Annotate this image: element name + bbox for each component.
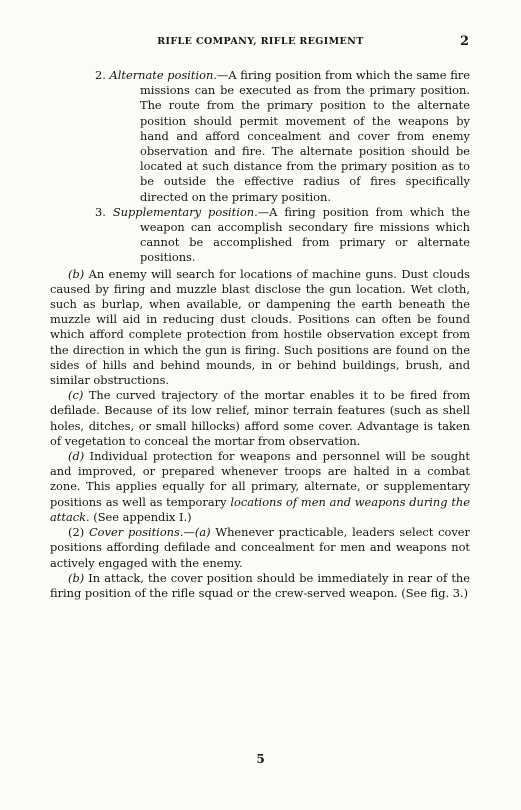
page-header (0, 36, 521, 52)
paragraph-b: (b) An enemy will search for locations of machine guns. Dust clouds caused by firing and muzzle blast disclose the gun location. Wet cloth, such as burlap, when available, or dampening the earth beneath the muzzle will aid in reducing dust clouds. Positions can often be found which afford complete protection from hostile observation except from the direction in which the gun is firing. Such positions are found on the sides of hills and behind mounds, in or behind buildings, brush, and similar obstructions. (50, 266, 470, 388)
paragraph-d: (d) Individual protection for weapons and personnel will be sought and improved, or prepared whenever troops are halted in a combat zone. This applies equally for all primary, alternate, or supplementary positions as well as temporary locations of men and weapons during the attack. (See appendix I.) (50, 449, 470, 524)
alternate-position-title: Alternate position. (109, 68, 217, 82)
page-number: 5 (256, 752, 265, 766)
alternate-position-paragraph: 2. Alternate position.—A firing position from which the same fire missions can be executed as from the primary position. The route from the primary position to the alternate position should permit movement of the weapons by hand and afford concealment and cover from enemy observation and fire. The alternate position should be located at such distance from the primary position as to be outside the effective radius of fires specifically directed on the primary position. (95, 68, 470, 204)
paragraph-c: (c) The curved trajectory of the mortar enables it to be fired from defilade. Because of its low relief, minor terrain features (such as shell holes, ditches, or small hillocks) afford some cover. Advantage is taken of vegetation to conceal the mortar from observation. (50, 388, 470, 448)
supplementary-position-paragraph: 3. Supplementary position.—A firing position from which the weapon can accomplish secondary fire missions which cannot be accomplished from primary or alternate positions. (95, 204, 470, 265)
cover-paragraph-b: (b) In attack, the cover position should be immediately in rear of the firing position of the rifle squad or the crew-served weapon. (See fig. 3.) (50, 570, 470, 600)
supplementary-position-title: Supplementary position. (112, 204, 258, 219)
cover-positions-paragraph: (2) Cover positions.—(a) Whenever practicable, leaders select cover positions affording defilade and concealment for men and weapons not actively engaged with the enemy. (50, 525, 470, 570)
body-text (50, 68, 470, 601)
cover-positions-title: Cover positions. (88, 525, 184, 540)
running-head: RIFLE COMPANY, RIFLE REGIMENT (157, 36, 364, 47)
header-page-number: 2 (459, 34, 469, 49)
